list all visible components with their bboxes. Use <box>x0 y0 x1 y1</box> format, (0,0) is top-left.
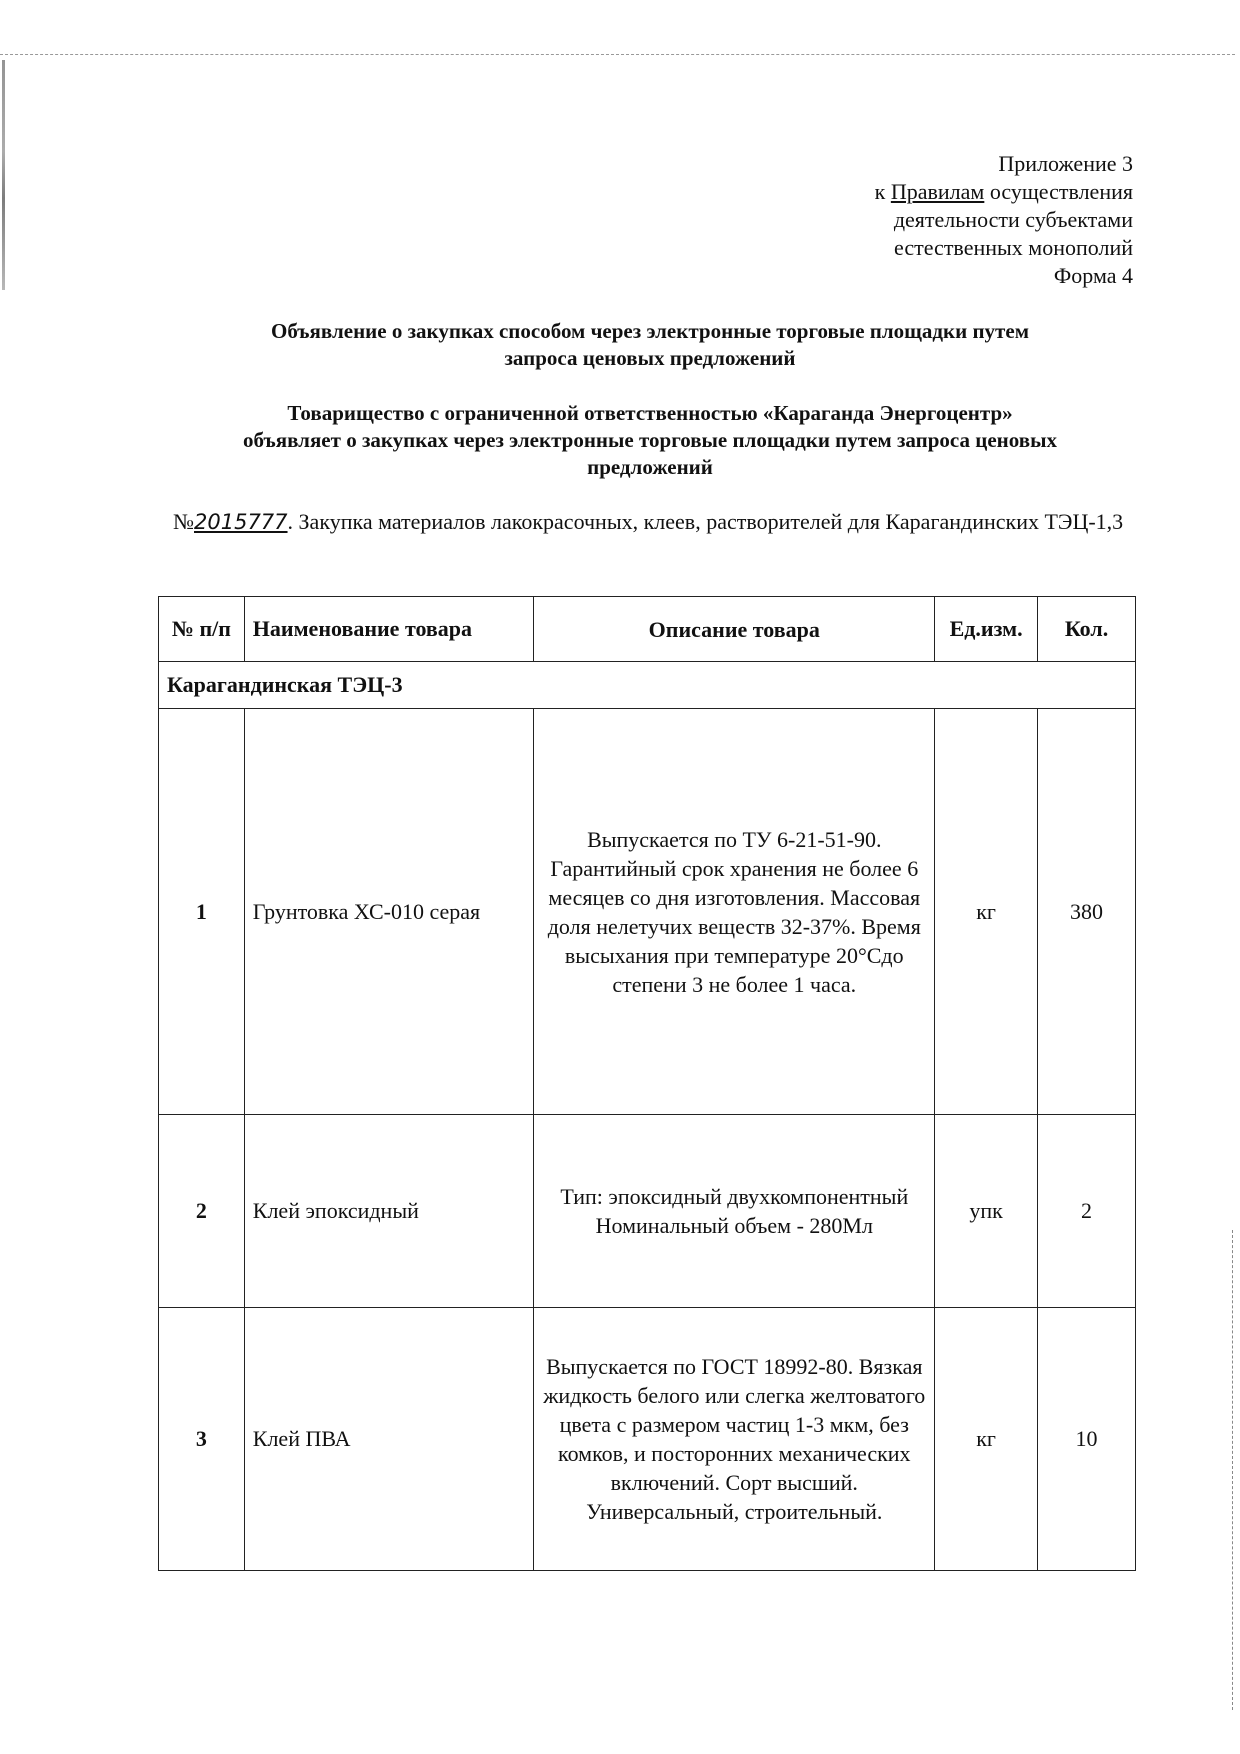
appendix-block <box>875 150 1133 290</box>
header-unit: Ед.изм. <box>935 597 1038 662</box>
items-table <box>158 596 1136 1571</box>
lot-text: . Закупка материалов лакокрасочных, клеев, растворителей для Карагандинских ТЭЦ-1,3 <box>287 509 1124 534</box>
row-number: 1 <box>159 709 245 1115</box>
rules-link[interactable]: Правилам <box>890 179 985 204</box>
number-sign: № <box>173 509 194 534</box>
company-announcement <box>180 400 1120 481</box>
section-title: Карагандинская ТЭЦ-3 <box>159 662 1136 709</box>
appendix-line: естественных монополий <box>894 235 1133 260</box>
handwritten-lot-number: 2015777 <box>194 510 288 534</box>
table-row <box>159 1115 1136 1308</box>
row-quantity: 380 <box>1038 709 1136 1115</box>
row-description: Тип: эпоксидный двухкомпонентный Номинальный объем - 280Мл <box>534 1115 935 1308</box>
row-quantity: 2 <box>1038 1115 1136 1308</box>
row-unit: кг <box>935 1308 1038 1571</box>
scan-edge-right <box>1232 1230 1234 1710</box>
company-line: предложений <box>587 455 713 479</box>
row-description: Выпускается по ТУ 6-21-51-90. Гарантийный срок хранения не более 6 месяцев со дня изготовления. Массовая доля нелетучих веществ 32-37%. Время высыхания при температуре 20°Сдо степени 3 не более 1 часа. <box>534 709 935 1115</box>
table-header-row <box>159 597 1136 662</box>
row-name: Клей эпоксидный <box>244 1115 534 1308</box>
form-number: Форма 4 <box>1053 263 1133 288</box>
company-line: объявляет о закупках через электронные торговые площадки путем запроса ценовых <box>243 428 1057 452</box>
title-line: Объявление о закупках способом через электронные торговые площадки путем <box>271 319 1029 343</box>
announcement-title <box>180 318 1120 372</box>
header-name: Наименование товара <box>244 597 534 662</box>
table-row <box>159 1308 1136 1571</box>
scan-edge-left <box>2 60 5 290</box>
row-name: Грунтовка ХС-010 серая <box>244 709 534 1115</box>
row-quantity: 10 <box>1038 1308 1136 1571</box>
title-line: запроса ценовых предложений <box>504 346 796 370</box>
appendix-line: деятельности субъектами <box>893 207 1133 232</box>
row-name: Клей ПВА <box>244 1308 534 1571</box>
lot-description <box>173 508 1130 536</box>
header-quantity: Кол. <box>1038 597 1136 662</box>
appendix-suffix: осуществления <box>984 179 1133 204</box>
company-line: Товарищество с ограниченной ответственностью «Караганда Энергоцентр» <box>287 401 1013 425</box>
table-row <box>159 709 1136 1115</box>
row-number: 2 <box>159 1115 245 1308</box>
row-description: Выпускается по ГОСТ 18992-80. Вязкая жидкость белого или слегка желтоватого цвета с размером частиц 1-3 мкм, без комков, и посторонних механических включений. Сорт высший. Универсальный, строительный. <box>534 1308 935 1571</box>
appendix-line: Приложение 3 <box>998 151 1133 176</box>
appendix-line <box>875 178 1133 206</box>
header-description: Описание товара <box>534 597 935 662</box>
row-unit: упк <box>935 1115 1038 1308</box>
appendix-prefix: к <box>874 179 891 204</box>
scan-edge-top <box>0 54 1235 55</box>
row-number: 3 <box>159 1308 245 1571</box>
header-number: № п/п <box>159 597 245 662</box>
section-row <box>159 662 1136 709</box>
row-unit: кг <box>935 709 1038 1115</box>
